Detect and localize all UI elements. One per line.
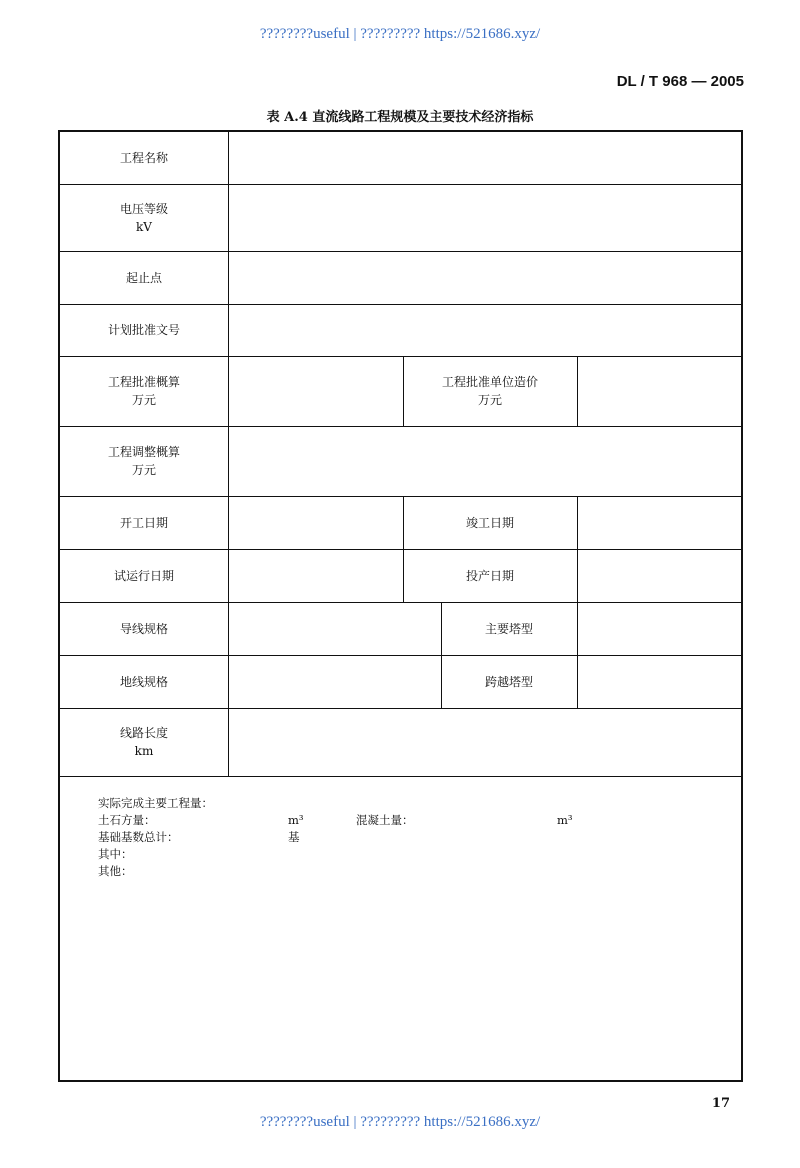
page-number: 17 [711, 1096, 730, 1111]
table-title: 表 A.4 直流线路工程规模及主要技术经济指标 [266, 110, 534, 125]
concrete-unit: m³ [557, 813, 573, 827]
standard-number: DL / T 968 — 2005 [616, 73, 744, 90]
label-crossing-tower: 跨越塔型 [484, 674, 533, 689]
others-label: 其他： [98, 864, 133, 878]
label-operation-date: 投产日期 [465, 568, 514, 583]
label-trial-date: 试运行日期 [113, 568, 174, 583]
label-adjusted-budget: 工程调整概算 万元 [107, 445, 180, 477]
indicator-table [58, 130, 743, 1082]
watermark-bottom[interactable]: ????????useful | ????????? https://521686.xyz/ [259, 1114, 541, 1130]
label-voltage: 电压等级 kV [119, 201, 168, 234]
quantities-heading: 实际完成主要工程量： [98, 796, 213, 810]
foundations-unit: 基 [288, 830, 300, 844]
label-start-date: 开工日期 [119, 515, 168, 530]
label-conductor: 导线规格 [119, 621, 168, 636]
label-project-name: 工程名称 [119, 151, 168, 165]
foundations-label: 基础基数总计： [98, 830, 179, 844]
concrete-label: 混凝土量： [356, 813, 414, 827]
label-endpoints: 起止点 [125, 270, 162, 285]
label-approval-doc: 计划批准文号 [107, 323, 180, 337]
earthwork-unit: m³ [288, 813, 304, 827]
watermark-top[interactable]: ????????useful | ????????? https://521686.xyz/ [259, 26, 541, 42]
earthwork-label: 土石方量： [98, 813, 156, 827]
of-which-label: 其中： [98, 847, 133, 861]
label-ground-wire: 地线规格 [119, 674, 168, 689]
label-unit-cost: 工程批准单位造价 万元 [441, 375, 538, 407]
label-main-tower: 主要塔型 [484, 621, 533, 636]
label-completion-date: 竣工日期 [465, 515, 514, 530]
label-approved-budget: 工程批准概算 万元 [107, 375, 180, 407]
label-line-length: 线路长度 km [119, 726, 168, 758]
